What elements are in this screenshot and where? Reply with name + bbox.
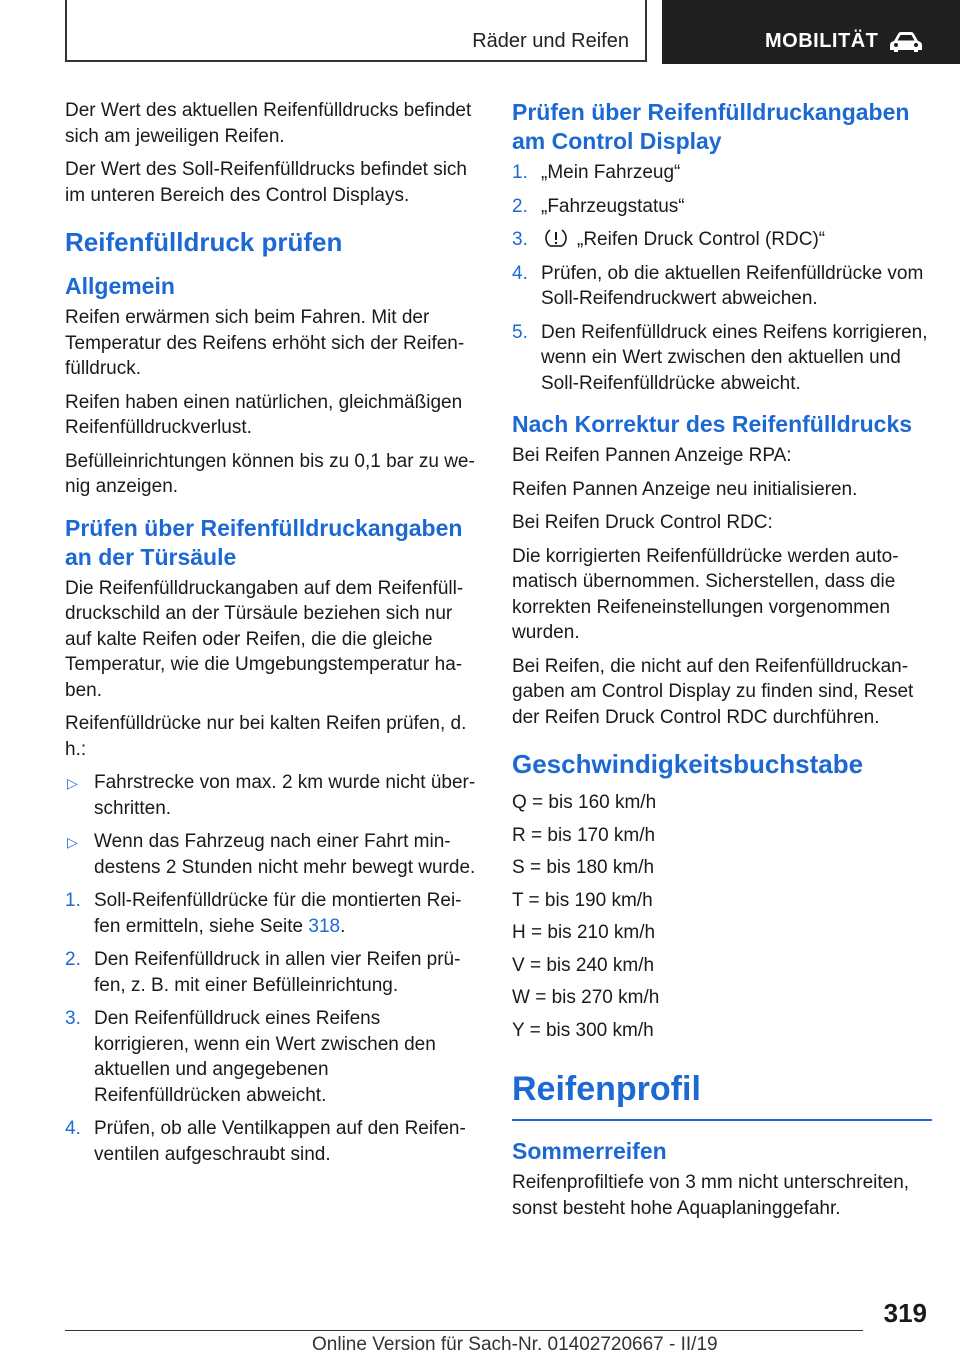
list-item: 3. Den Reifenfülldruck eines Reifens korrigieren, wenn ein Wert zwischen den aktuellen und angegebenen Reifenfülldrücken abweicht.	[65, 1008, 436, 1106]
general-paragraph-1: Reifen erwärmen sich beim Fahren. Mit der Temperatur des Reifens erhöht sich der Reifenfülldruck.	[65, 307, 465, 379]
step-number: 1.	[512, 162, 528, 183]
list-item: 5. Den Reifenfülldruck eines Reifens korrigieren, wenn ein Wert zwischen den aktuellen und Soll-Reifenfülldrücke abweicht.	[512, 321, 928, 394]
speed-rating-list	[512, 790, 932, 1043]
list-item: Q = bis 160 km/h	[512, 792, 657, 813]
footer-divider	[65, 1330, 863, 1331]
correction-paragraph-4: Die korrigierten Reifenfülldrücke werden automatisch übernommen. Sicherstellen, dass die korrekten Reifeneinstellungen vorgenommen wurden.	[512, 545, 899, 643]
list-item: T = bis 190 km/h	[512, 889, 653, 911]
heading-after-correction: Nach Korrektur des Reifenfülldrucks	[512, 411, 913, 437]
general-paragraph-3: Befülleinrichtungen können bis zu 0,1 bar zu wenig anzeigen.	[65, 450, 475, 497]
section-title: Räder und Reifen	[472, 30, 629, 52]
heading-door-pillar: Prüfen über Reifenfülldruckangaben an der Türsäule	[65, 514, 463, 570]
summer-paragraph: Reifenprofiltiefe von 3 mm nicht unterschreiten, sonst besteht hohe Aquaplaninggefahr.	[512, 1172, 910, 1219]
tire-pressure-warning-icon	[545, 228, 567, 248]
page-number: 319	[883, 1298, 927, 1328]
heading-summer-tires: Sommerreifen	[512, 1138, 667, 1164]
chapter-title: MOBILITÄT	[765, 30, 879, 52]
page-header	[65, 0, 960, 64]
step-number: 3.	[65, 1008, 81, 1029]
list-item: V = bis 240 km/h	[512, 954, 655, 976]
right-column	[512, 98, 932, 1229]
left-column	[65, 98, 480, 1175]
list-item: 2. „Fahrzeugstatus“	[512, 194, 932, 220]
step-number: 5.	[512, 321, 528, 343]
display-steps-list	[512, 160, 932, 396]
list-item: ▷ Fahrstrecke von max. 2 km wurde nicht überschritten.	[67, 772, 476, 819]
heading-tire-profile: Reifenprofil	[512, 1067, 932, 1121]
correction-paragraph-1: Bei Reifen Pannen Anzeige RPA:	[512, 445, 792, 466]
heading-general: Allgemein	[65, 273, 175, 299]
intro-paragraph-2: Der Wert des Soll-Reifenfülldrucks befindet sich im unteren Bereich des Control Displays.	[65, 159, 467, 206]
list-item: 1. „Mein Fahrzeug“	[512, 160, 932, 186]
door-paragraph-1: Die Reifenfülldruckangaben auf dem Reifenfülldruckschild an der Türsäule beziehen sich nur auf kalte Reifen oder Reifen, die die gleiche Temperatur, wie die Umgebungstemperatur haben.	[65, 577, 464, 701]
list-item: H = bis 210 km/h	[512, 922, 656, 943]
list-item: 2. Den Reifenfülldruck in allen vier Reifen prüfen, z. B. mit einer Befülleinrichtung.	[65, 949, 461, 996]
triangle-bullet-icon: ▷	[67, 775, 78, 791]
intro-paragraph-1: Der Wert des aktuellen Reifenfülldrucks befindet sich am jeweiligen Reifen.	[65, 100, 472, 147]
heading-check-pressure: Reifenfülldruck prüfen	[65, 227, 343, 257]
page-link-318[interactable]: 318	[308, 915, 341, 937]
list-item: Y = bis 300 km/h	[512, 1019, 654, 1041]
triangle-bullet-icon: ▷	[67, 834, 78, 850]
list-item: 3. „Reifen Druck Control (RDC)“	[512, 227, 932, 253]
correction-paragraph-3: Bei Reifen Druck Control RDC:	[512, 512, 773, 533]
general-paragraph-2: Reifen haben einen natürlichen, gleichmäßigen Reifenfülldruckverlust.	[65, 391, 463, 438]
step-number: 1.	[65, 890, 81, 911]
door-paragraph-2: Reifenfülldrücke nur bei kalten Reifen prüfen, d. h.:	[65, 713, 467, 760]
list-item: ▷ Wenn das Fahrzeug nach einer Fahrt mindestens 2 Stunden nicht mehr bewegt wurde.	[67, 831, 476, 878]
heading-speed-letter: Geschwindigkeitsbuchstabe	[512, 749, 864, 779]
heading-control-display: Prüfen über Reifenfülldruckangaben am Control Display	[512, 99, 910, 154]
correction-paragraph-5: Bei Reifen, die nicht auf den Reifenfülldruckangaben am Control Display zu finden sind, Reset der Reifen Druck Control RDC durchführen.	[512, 655, 914, 728]
list-item: 4. Prüfen, ob alle Ventilkappen auf den Reifenventilen aufgeschraubt sind.	[65, 1118, 466, 1165]
list-item: 4. Prüfen, ob die aktuellen Reifenfülldrücke vom Soll-Reifendruckwert abweichen.	[512, 262, 924, 309]
check-steps-list	[65, 888, 480, 1167]
step-number: 3.	[512, 229, 528, 250]
car-icon	[888, 30, 924, 54]
header-section-box	[65, 0, 647, 62]
step-number: 2.	[65, 949, 81, 970]
footer-online-version: Online Version für Sach-Nr. 01402720667 - II/19	[312, 1334, 718, 1355]
step-number: 4.	[512, 262, 528, 284]
step-number: 4.	[65, 1118, 81, 1139]
header-chapter-box	[662, 0, 960, 64]
step-number: 2.	[512, 195, 528, 217]
list-item: R = bis 170 km/h	[512, 824, 656, 846]
list-item: W = bis 270 km/h	[512, 987, 660, 1008]
condition-list	[65, 770, 480, 880]
list-item: S = bis 180 km/h	[512, 857, 655, 878]
correction-paragraph-2: Reifen Pannen Anzeige neu initialisieren.	[512, 478, 858, 500]
list-item: 1. Soll-Reifenfülldrücke für die montierten Reifen ermitteln, siehe Seite 318.	[65, 890, 462, 937]
